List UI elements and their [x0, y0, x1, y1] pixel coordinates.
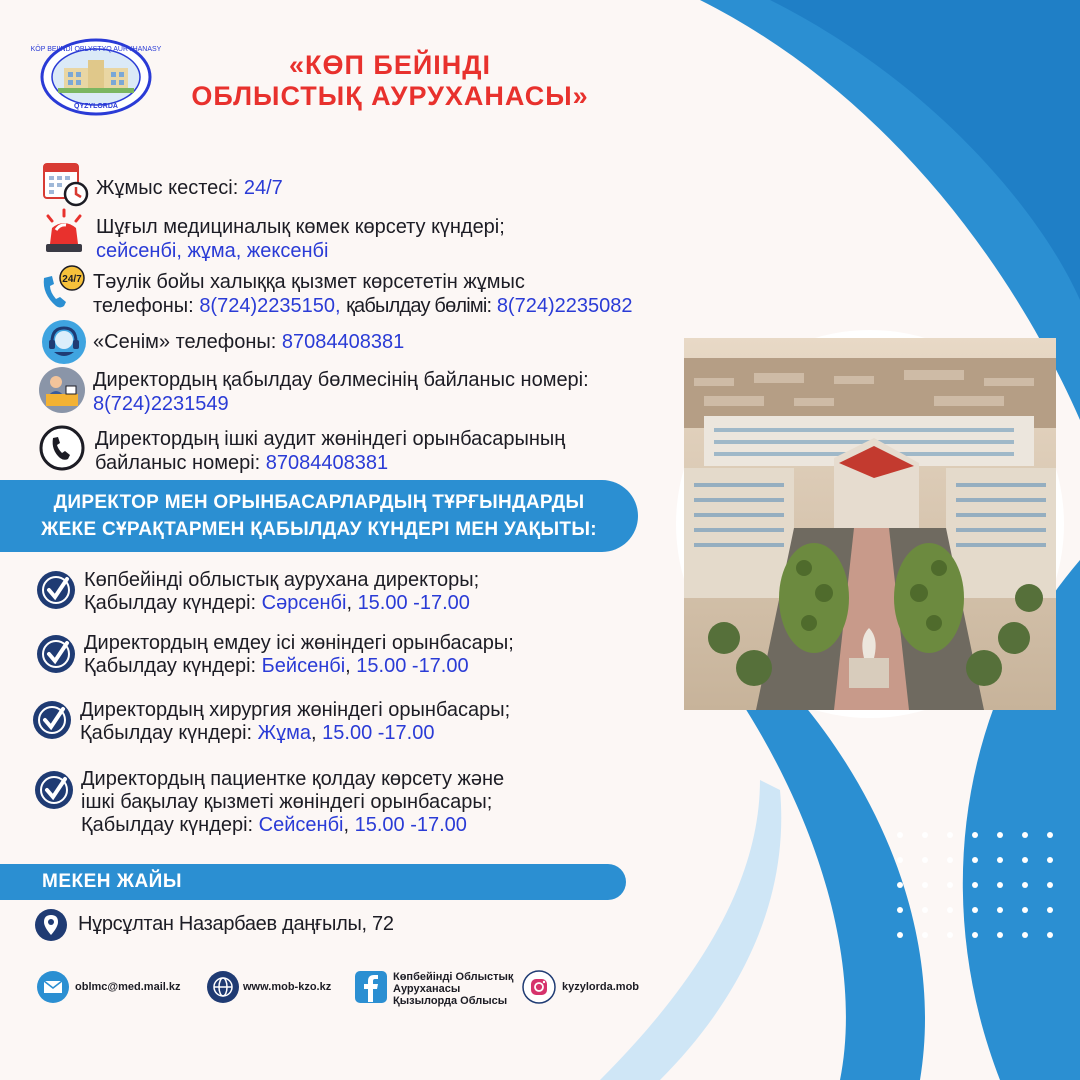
hospital-logo [30, 38, 162, 116]
location-pin-icon [34, 908, 68, 942]
facebook-line-2: Ауруханасы [393, 983, 461, 995]
reception-day: Сәрсенбі [261, 592, 347, 614]
emergency-label: Шұғыл медициналық көмек көрсету күндері; [96, 216, 505, 238]
reception-schedule-banner [0, 480, 638, 552]
reception-time: 15.00 -17.00 [354, 814, 467, 836]
check-icon [36, 570, 76, 610]
hospital-aerial-image [684, 338, 1056, 710]
reception-item-surgery-deputy [80, 699, 510, 745]
title-line-1: «КӨП БЕЙІНДІ [289, 50, 491, 80]
email-link[interactable]: oblmc@med.mail.kz [75, 981, 181, 993]
reception-day: Бейсенбі [261, 655, 346, 677]
reception-title-2: ішкі бақылау қызметі жөніндегі орынбасары; [81, 791, 493, 813]
banner-line-2: ЖЕКЕ СҰРАҚТАРМЕН ҚАБЫЛДАУ КҮНДЕРІ МЕН УАҚЫТЫ: [41, 519, 597, 540]
audit-label: Директордың ішкі аудит жөніндегі орынбасарының [95, 428, 566, 450]
calendar-clock-icon [42, 160, 90, 208]
trust-phone-value: 87084408381 [281, 331, 405, 353]
facebook-line-1: Көпбейінді Облыстық [393, 971, 514, 983]
director-reception-phone: 8(724)2231549 [93, 393, 229, 415]
facebook-link[interactable] [393, 971, 513, 1007]
check-icon [36, 634, 76, 674]
hotline-row [93, 270, 633, 318]
title-line-2: ОБЛЫСТЫҚ АУРУХАНАСЫ» [191, 81, 589, 111]
hotline-phone: 8(724)2235150, [199, 295, 341, 317]
reception-day: Сейсенбі [258, 814, 344, 836]
reception-title: Директордың хирургия жөніндегі орынбасары; [80, 699, 511, 721]
phone-icon [38, 424, 86, 472]
schedule-label: Жұмыс кестесі: [96, 177, 239, 199]
reception-separator: , [343, 814, 350, 836]
instagram-icon [522, 970, 556, 1004]
reception-item-director [84, 569, 479, 615]
siren-icon [40, 208, 88, 256]
trust-phone-row [93, 330, 404, 354]
instagram-link[interactable]: kyzylorda.mob [562, 981, 640, 993]
reception-separator: , [311, 722, 317, 744]
hotline-label-2: телефоны: [93, 295, 194, 317]
audit-phone: 87084408381 [265, 452, 389, 474]
audit-phone-row [95, 427, 565, 475]
reception-dept-phone: 8(724)2235082 [496, 295, 633, 317]
reception-title: Директордың емдеу ісі жөніндегі орынбасары; [84, 632, 514, 654]
reception-desk-icon [38, 366, 86, 414]
reception-time: 15.00 -17.00 [357, 592, 470, 614]
phone-24-icon [38, 264, 86, 312]
hospital-photo [676, 330, 1064, 718]
address-value: Нұрсұлтан Назарбаев даңғылы, 72 [78, 913, 394, 935]
audit-label-2: байланыс номері: [95, 452, 261, 474]
reception-days-label: Қабылдау күндері: [80, 722, 253, 744]
banner-line-1: ДИРЕКТОР МЕН ОРЫНБАСАРЛАРДЫҢ ТҰРҒЫНДАРДЫ [53, 492, 585, 513]
svg-text:QYZYLORDA: QYZYLORDA [74, 103, 118, 110]
check-icon [32, 700, 72, 740]
page-title [160, 50, 620, 112]
facebook-icon [354, 970, 388, 1004]
reception-days-label: Қабылдау күндері: [84, 592, 257, 614]
reception-separator: , [345, 655, 351, 677]
reception-title: Көпбейінді облыстық аурухана директоры; [84, 569, 480, 591]
reception-days-label: Қабылдау күндері: [84, 655, 257, 677]
address-heading: МЕКЕН ЖАЙЫ [0, 864, 626, 900]
schedule-row [96, 176, 283, 200]
check-icon [34, 770, 74, 810]
reception-days-label: Қабылдау күндері: [81, 814, 254, 836]
director-reception-row [93, 368, 589, 416]
schedule-value: 24/7 [243, 177, 283, 199]
emergency-row [96, 215, 505, 263]
svg-text:24/7: 24/7 [62, 274, 82, 285]
emergency-days: сейсенбі, жұма, жексенбі [96, 240, 329, 262]
reception-item-patient-support-deputy [81, 768, 504, 837]
facebook-line-3: Қызылорда Облысы [393, 995, 508, 1007]
reception-time: 15.00 -17.00 [356, 655, 469, 677]
reception-title: Директордың пациентке қолдау көрсету және [81, 768, 505, 790]
reception-dept-label: қабылдау бөлімі: [346, 295, 492, 317]
email-icon [36, 970, 70, 1004]
reception-separator: , [346, 592, 352, 614]
reception-day: Жұма [257, 722, 312, 744]
headset-icon [40, 318, 88, 366]
reception-time: 15.00 -17.00 [322, 722, 435, 744]
trust-phone-label: «Сенім» телефоны: [93, 331, 277, 353]
website-link[interactable]: www.mob-kzo.kz [243, 981, 332, 993]
hotline-label: Тәулік бойы халыққа қызмет көрсететін жұмыс [93, 271, 525, 293]
director-reception-label: Директордың қабылдау бөлмесінің байланыс номері: [93, 369, 589, 391]
globe-icon [206, 970, 240, 1004]
reception-item-treatment-deputy [84, 632, 514, 678]
svg-text:KÖP BEIINDI OBLYSTYQ AURYHANAS: KÖP BEIINDI OBLYSTYQ AURYHANASY [30, 46, 162, 53]
